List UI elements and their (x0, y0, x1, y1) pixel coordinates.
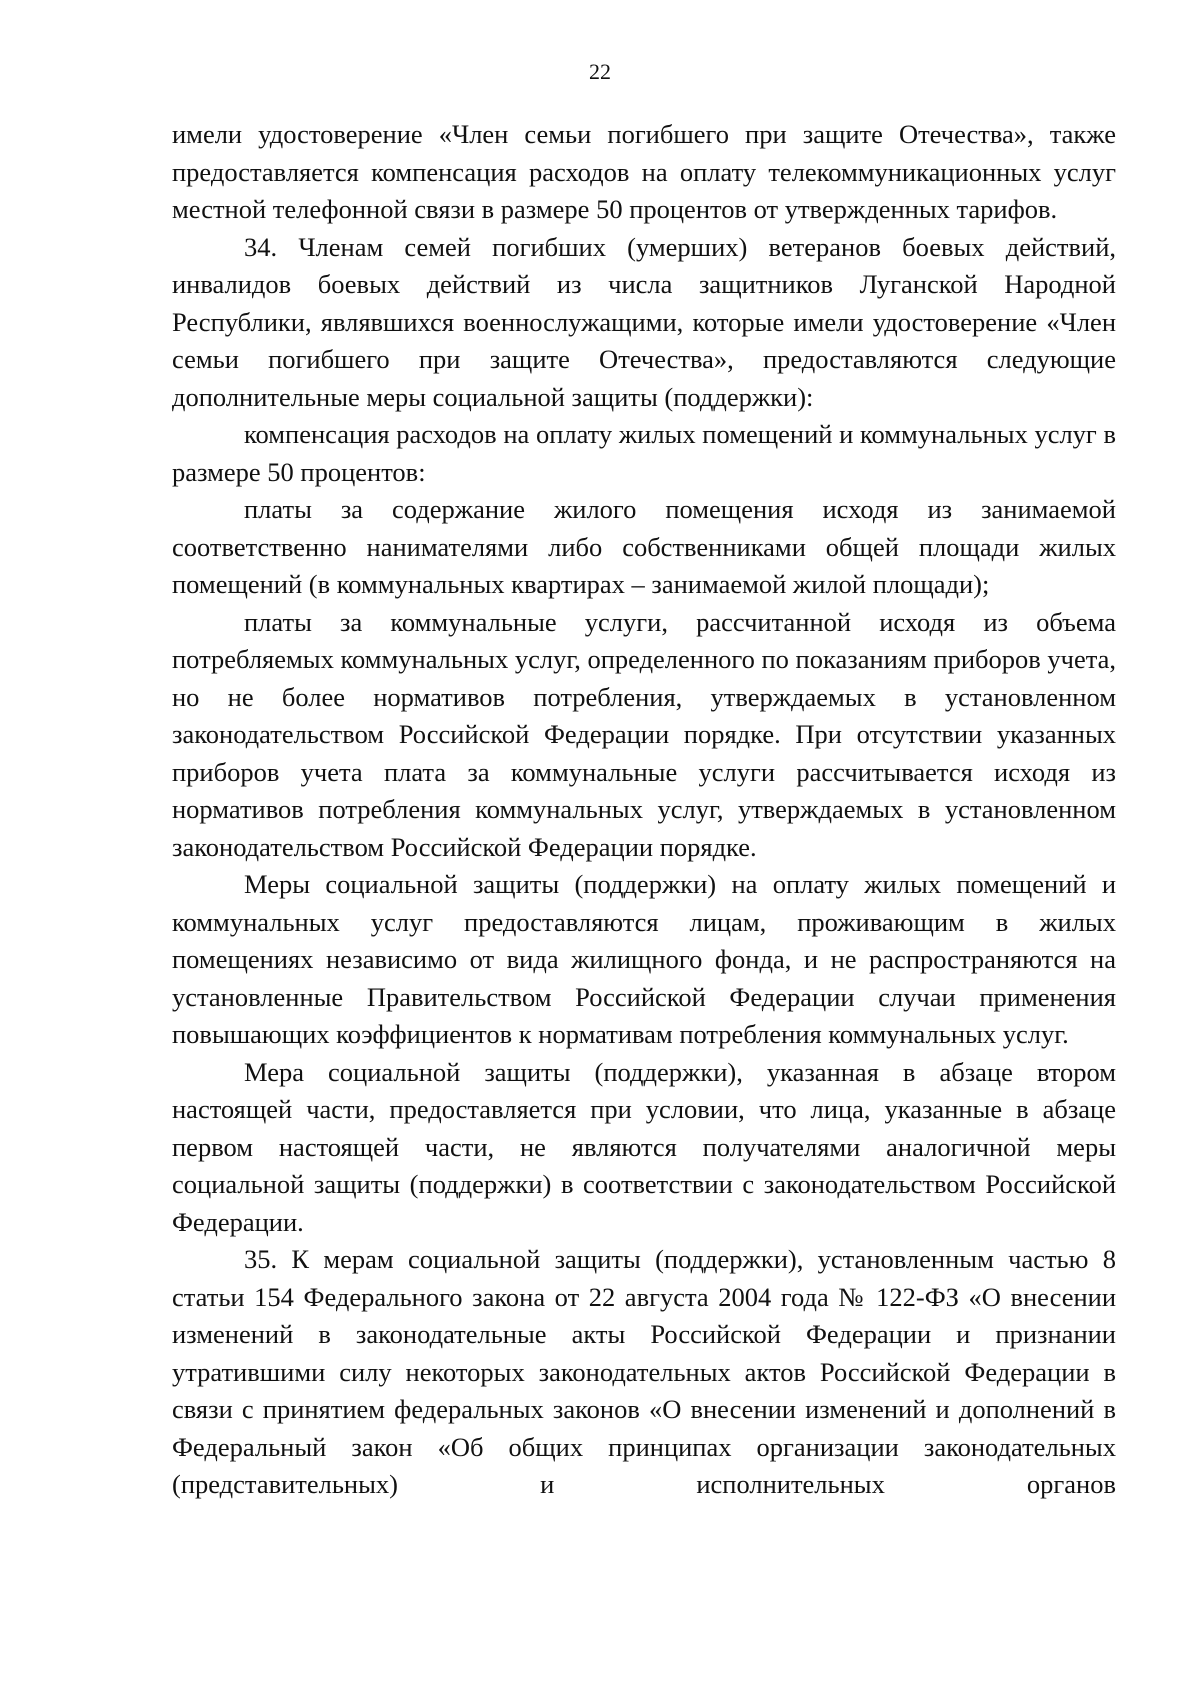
page-number: 22 (589, 59, 611, 84)
paragraph-item-35: 35. К мерам социальной защиты (поддержки), установленным частью 8 статьи 154 Федерального закона от 22 августа 2004 года № 122-ФЗ «О внесении изменений в законодательные акты Российской Федерации и признании утратившими силу некоторых законодательных актов Российской Федерации в связи с принятием федеральных законов «О внесении изменений и дополнений в Федеральный закон «Об общих принципах организации законодательных (представительных) и исполнительных органов (172, 1244, 1116, 1499)
paragraph-compensation: компенсация расходов на оплату жилых помещений и коммунальных услуг в размере 50 процентов: (172, 419, 1116, 487)
paragraph-utility-payment: платы за коммунальные услуги, рассчитанной исходя из объема потребляемых коммунальных услуг, определенного по показаниям приборов учета, но не более нормативов потребления, утверждаемых в установленном законодательством Российской Федерации порядке. При отсутствии указанных приборов учета плата за коммунальные услуги рассчитывается исходя из нормативов потребления коммунальных услуг, утверждаемых в установленном законодательством Российской Федерации порядке. (172, 606, 1117, 862)
document-body (172, 116, 1116, 1504)
paragraph-continuation: имели удостоверение «Член семьи погибшего при защите Отечества», также предоставляется компенсация расходов на оплату телекоммуникационных услуг местной телефонной связи в размере 50 процентов от утвержденных тарифов. (172, 119, 1116, 224)
paragraph-housing-maintenance: платы за содержание жилого помещения исходя из занимаемой соответственно нанимателями либо собственниками общей площади жилых помещений (в коммунальных квартирах – занимаемой жилой площади); (172, 494, 1116, 599)
paragraph-support-condition: Мера социальной защиты (поддержки), указанная в абзаце втором настоящей части, предоставляется при условии, что лица, указанные в абзаце первом настоящей части, не являются получателями аналогичной меры социальной защиты (поддержки) в соответствии с законодательством Российской Федерации. (172, 1056, 1116, 1237)
paragraph-support-measures: Меры социальной защиты (поддержки) на оплату жилых помещений и коммунальных услуг предоставляются лицам, проживающим в жилых помещениях независимо от вида жилищного фонда, и не распространяются на установленные Правительством Российской Федерации случаи применения повышающих коэффициентов к нормативам потребления коммунальных услуг. (172, 869, 1116, 1049)
paragraph-item-34: 34. Членам семей погибших (умерших) ветеранов боевых действий, инвалидов боевых действий из числа защитников Луганской Народной Республики, являвшихся военнослужащими, которые имели удостоверение «Член семьи погибшего при защите Отечества», предоставляются следующие дополнительные меры социальной защиты (поддержки): (172, 231, 1116, 412)
